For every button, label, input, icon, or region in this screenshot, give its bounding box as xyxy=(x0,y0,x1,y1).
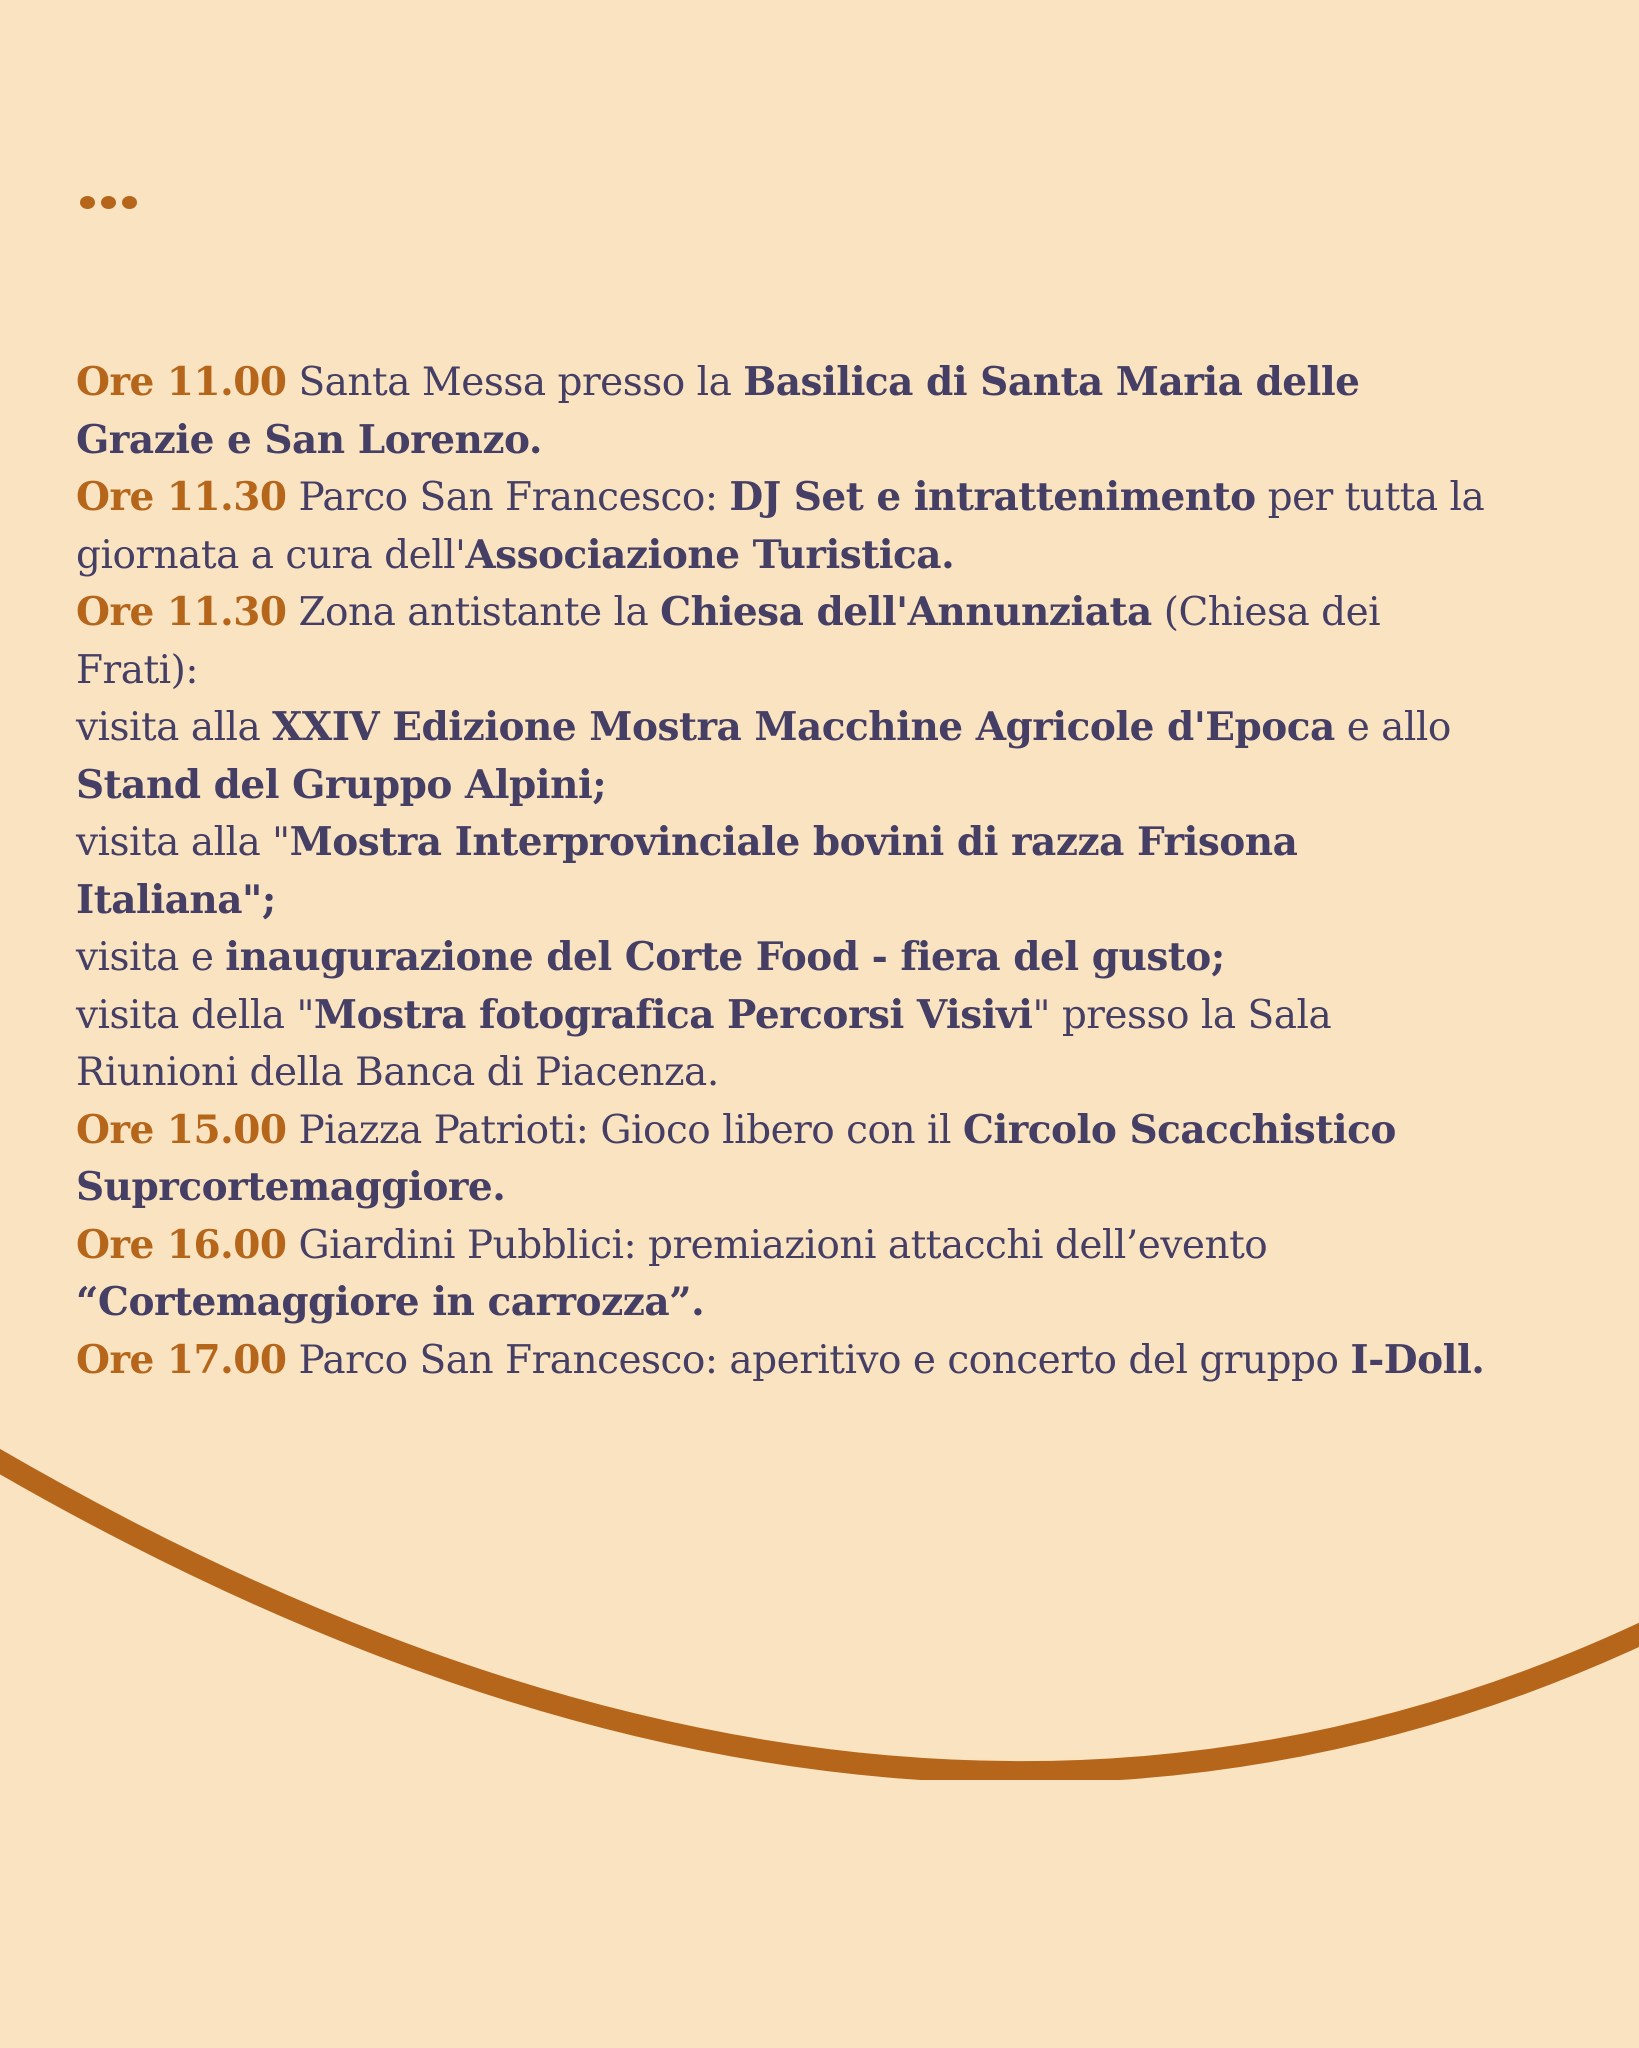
description-text: visita alla xyxy=(76,705,273,750)
time-label: Ore 11.30 xyxy=(76,589,287,635)
description-text: Parco San Francesco: aperitivo e concerto del gruppo xyxy=(286,1337,1351,1383)
program-continuation-4 xyxy=(76,527,1596,585)
program-line-5 xyxy=(76,584,1596,642)
dot-icon xyxy=(80,196,95,209)
program-line-16 xyxy=(76,1217,1596,1275)
highlight-text: Basilica di Santa Maria delle xyxy=(743,359,1360,405)
dot-icon xyxy=(122,196,137,209)
highlight-text: Suprcortemaggiore. xyxy=(76,1164,506,1210)
dot-icon xyxy=(101,196,116,209)
program-continuation-17 xyxy=(76,1274,1596,1332)
arc-stroke xyxy=(0,1450,1639,1772)
description-text: Santa Messa presso la xyxy=(286,360,744,405)
highlight-text: Chiesa dell'Annunziata xyxy=(660,589,1152,635)
highlight-text: DJ Set e intrattenimento xyxy=(729,474,1256,520)
highlight-text: Italiana"; xyxy=(76,876,276,923)
program-continuation-6 xyxy=(76,642,1596,700)
program-continuation-12 xyxy=(76,987,1596,1045)
description-text: visita e xyxy=(76,935,226,980)
highlight-text: Stand del Gruppo Alpini; xyxy=(76,761,607,808)
event-program xyxy=(76,354,1596,1389)
description-text: Parco San Francesco: xyxy=(286,475,730,520)
program-continuation-15 xyxy=(76,1159,1596,1217)
program-continuation-13 xyxy=(76,1044,1596,1102)
decorative-arc xyxy=(0,1400,1639,1780)
description-text: Riunioni della Banca di Piacenza. xyxy=(76,1050,719,1095)
highlight-text: Circolo Scacchistico xyxy=(962,1106,1396,1153)
description-text: Piazza Patrioti: Gioco libero con il xyxy=(286,1107,963,1153)
highlight-text: inaugurazione del Corte Food - fiera del gusto; xyxy=(225,934,1225,980)
time-label: Ore 11.30 xyxy=(76,474,287,520)
program-continuation-11 xyxy=(76,929,1596,987)
program-line-14 xyxy=(76,1102,1596,1160)
program-continuation-7 xyxy=(76,699,1596,757)
description-text: Giardini Pubblici: premiazioni attacchi dell’evento xyxy=(286,1222,1268,1268)
three-dots-icon xyxy=(80,196,137,209)
time-label: Ore 15.00 xyxy=(76,1106,287,1153)
description-text: per tutta la xyxy=(1255,475,1485,520)
highlight-text: “Cortemaggiore in carrozza”. xyxy=(76,1279,705,1325)
time-label: Ore 17.00 xyxy=(76,1336,287,1383)
program-continuation-9 xyxy=(76,814,1596,872)
highlight-text: Mostra fotografica Percorsi Visivi xyxy=(313,991,1033,1038)
highlight-text: Mostra Interprovinciale bovini di razza Frisona xyxy=(289,819,1298,865)
description-text: (Chiesa dei xyxy=(1151,590,1381,635)
program-continuation-2 xyxy=(76,412,1596,470)
highlight-text: XXIV Edizione Mostra Macchine Agricole d'Epoca xyxy=(272,704,1335,750)
description-text: visita alla " xyxy=(76,820,290,865)
program-line-1 xyxy=(76,354,1596,412)
description-text: Frati): xyxy=(76,647,198,693)
program-line-18 xyxy=(76,1332,1596,1390)
description-text: giornata a cura dell' xyxy=(76,532,466,578)
highlight-text: Grazie e San Lorenzo. xyxy=(76,416,542,463)
description-text: visita della " xyxy=(76,992,314,1038)
description-text: Zona antistante la xyxy=(286,590,661,635)
time-label: Ore 11.00 xyxy=(76,359,287,405)
program-line-3 xyxy=(76,469,1596,527)
highlight-text: I-Doll. xyxy=(1350,1336,1485,1383)
time-label: Ore 16.00 xyxy=(76,1221,287,1268)
description-text: e allo xyxy=(1334,705,1451,750)
program-continuation-10 xyxy=(76,872,1596,930)
description-text: " presso la Sala xyxy=(1032,992,1332,1038)
highlight-text: Associazione Turistica. xyxy=(465,531,955,578)
program-continuation-8 xyxy=(76,757,1596,815)
